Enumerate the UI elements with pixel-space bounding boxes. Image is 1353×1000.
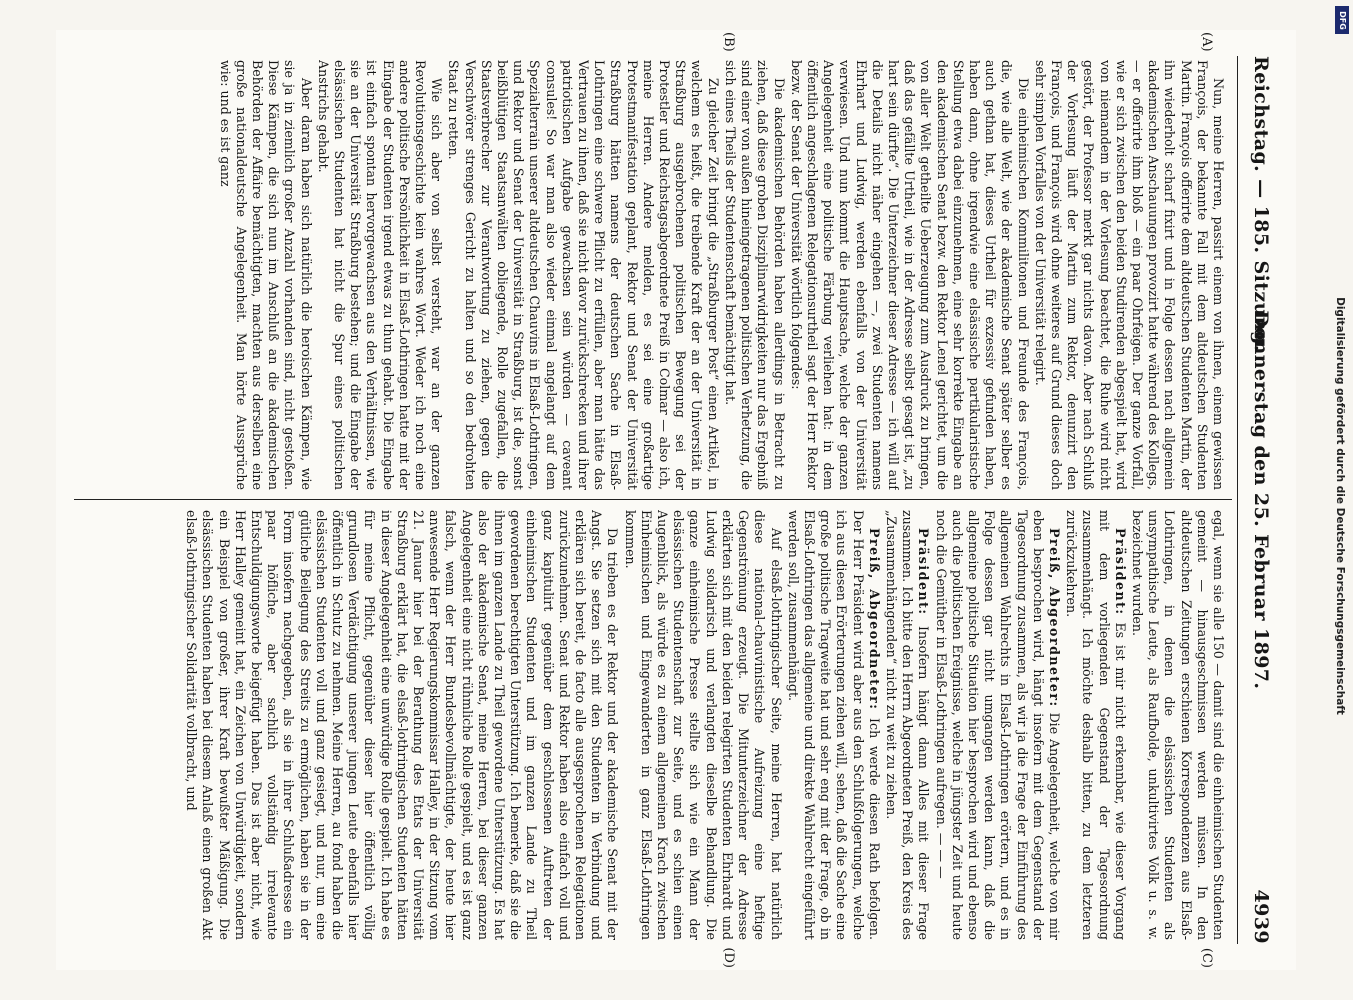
paragraph: Da trieben es der Rektor und der akademische Senat mit der Angst. Sie setzen sich mit den Studenten in Verbindung und erklären sich bereit, de facto alle ausgesprochenen Relegationen zurückzunehmen. Senat und Rektor haben also einfach voll und ganz kapitulirt gegenüber dem geschlossenen Auftreten der einheimischen Studenten und im ganzen Lande zu Theil gewordenen berechtigten Unterstützung. Ich bemerke, daß sie die ihnen im ganzen Lande zu Theil gewordene Unterstützung. Es hat also der akademische Senat, meine Herren, bei dieser ganzen Angelegenheit eine nicht rühmliche Rolle gespielt, und es ist ganz falsch, wenn der Herr Bundesbevollmächtigte, der heute hier anwesende Herr Regierungskommissar Halley, in der Sitzung vom 21. Januar hier bei der Berathung des Etats der Universität Straßburg erklärt hat, die elsaß-lothringischen Studenten hätten in dieser Angelegenheit eine unwürdige Rolle gespielt. Ich habe es für meine Pflicht, gegenüber dieser hier öffentlich völlig grundlosen Verdächtigung unserer jungen Leute ebenfalls hier öffentlich in Schutz zu nehmen. Meine Herren, au fond haben die elsässischen Studenten voll und ganz gesiegt, und nur, um eine gütliche Beilegung des Streits zu ermöglichen, haben sie in der Form insofern nachgegeben, als sie in ihrer Schlußadresse ein paar höfliche, aber sachlich vollständig irrelevante Entschuldigungsworte beigefügt haben. Das ist aber nicht, wie Herr Halley gemeint hat, ein Zeichen von Unwürdigkeit, sondern ein Beispiel von großer, ihrer Kraft bewußter Mäßigung. Die elsässischen Studenten haben bei diesem Anlaß einen großen Akt elsaß-lothringischer Solidarität vollbracht, und [184,510,621,940]
right-column [76,510,1226,940]
paragraph: Auf elsaß-lothringischer Seite, meine Herren, hat natürlich diese national-chauvinistische Aufreizung eine heftige Gegenströmung erzeugt. Die Mitunterzeichner der Adresse erklärten sich mit den beiden relegirten Studenten Ehrhardt und Ludwig solidarisch und verlangten dieselbe Behandlung. Die ganze einheimische Presse stellte sich wie ein Mann der elsässischen Studentenschaft zur Seite, und es schien einen Augenblick, als würde es zu einem allgemeinen Krach zwischen Einheimischen und Eingewanderten in ganz Elsaß-Lothringen kommen. [622,510,784,940]
digitization-credit [1331,4,1349,996]
paragraph: Zu gleicher Zeit bringt die „Straßburger Post“ einen Artikel, in welchem es heißt, die treibende Kraft der an der Universität in Straßburg ausgebrochenen politischen Bewegung sei der Protestler und Reichstagsabgeordnete Preiß in Colmar — also ich, meine Herren. Andere melden, es sei eine großartige Protestmanifestation geplant, Rektor und Senat der Universität Straßburg hätten namens der deutschen Sache in Elsaß-Lothringen eine schwere Pflicht zu erfüllen, aber man hätte das Vertrauen zu ihnen, daß sie nicht davor zurückschrecken und ihrer patriotischen Aufgabe gewachsen sein würden — caveant consules! So war man also wieder einmal angelangt auf dem Spezialterrain unserer altdeutschen Chauvins in Elsaß-Lothringen, und Rektor und Senat der Universität in Straßburg, ist die, sonst beißblütigen Staatsanwälten obliegende, Rolle zugefallen, die Staatsverbrecher zur Verantwortung zu ziehen, gegen die Verschwörer strenges Gericht zu halten und so den bedrohten Staat zu retten. [446,60,721,490]
speaker-name: Präsident: [916,528,932,616]
speaker-name: Preiß, Abgeordneter: [866,528,882,711]
paragraph: Wie sich aber von selbst versteht, war an der ganzen Revolutionsgeschichte kein wahres Wort. Weder ich noch eine andere politische Persönlichkeit in Elsaß-Lothringen hatte mit der Eingabe der Studenten irgend etwas zu thun gehabt. Die Eingabe ist einfach spontan hervorgewachsen aus den Verhältnissen, wie sie an der Universität Straßburg bestehen; und die Eingabe der elsässischen Studenten hat nicht die Spur eines politischen Anstrichs gehabt. [315,60,445,490]
speaker-paragraph: Präsident: Es ist mir nicht erkennbar, wie dieser Vorgang mit dem vorliegenden Gegenstand der Tagesordnung zusammenhängt. Ich möchte deshalb bitten, zu dem letzteren zurückzukehren. [1064,510,1128,940]
header-left: Reichstag. — 185. Sitzung. [1250,56,1272,352]
paragraph: Nun, meine Herren, passirt einem von ihnen, einem gewissen François, der bekannte Fall mit dem altdeutschen Studenten Martin. François offerirte dem altdeutschen Studenten Martin, der ihn wiederholt scharf fixirt und in Folge dessen nach allgemein akademischen Anschauungen provozirt hatte während des Kollegs, — er offerirte ihm bloß — ein paar Ohrfeigen. Der ganze Vorfall, wie er sich zwischen den beiden Studirenden abgespielt hat, wird von niemandem in der Vorlesung beachtet, die Ruhe wird nicht gestört, der Professor merkt gar nichts davon. Aber nach Schluß der Vorlesung läuft der Martin zum Rektor, denunzirt den François, und François wird ohne weiteres auf Grund dieses doch sehr simplen Vorfalles von der Universität relegirt. [1032,60,1226,490]
rotated-document-page [56,30,1296,970]
margin-mark-d: (D) [721,947,736,968]
margin-mark-c: (C) [1199,947,1214,968]
speaker-paragraph: Präsident: Insofern hängt dann Alles mit dieser Frage zusammen. Ich bitte den Herrn Abgeordneten Preiß, den Kreis des „Zusammenhängenden“ nicht zu weit zu ziehen. [883,510,932,940]
page-number: 4939 [1250,889,1272,944]
paragraph: Aber daran haben sich natürlich die heroischen Kämpen, wie sie ja in ziemlich großer Anzahl vorhanden sind, nicht gestoßen. Diese Kämpen, die sich nun im Anschluß an die akademischen Behörden der Affaire bemächtigten, machten aus derselben eine große nationaldeutsche Angelegenheit. Man hörte Aussprüche wie: und es ist ganz [217,60,314,490]
speaker-name: Preiß, Abgeordneter: [1046,528,1062,708]
speaker-paragraph: Preiß, Abgeordneter: Die Angelegenheit, welche von mir eben besprochen wird, hängt insofern mit dem Gegenstand der Tagesordnung zusammen, als wir ja die Frage der Einführung des allgemeinen Wahlrechts in Elsaß-Lothringen erörtern, und es in Folge dessen gar nicht umgangen werden kann, daß die allgemeine politische Situation hier besprochen wird und ebenso auch die politischen Ereignisse, welche in jüngster Zeit und heute noch die Gemüther in Elsaß-Lothringen aufregen. — — — [933,510,1062,940]
quoted-paragraph: Die akademischen Behörden haben allerdings in Betracht zu ziehen, daß diese groben Disziplinarwidrigkeiten nur das Ergebniß sind einer von außen hineingetragenen politischen Verhetzung, die sich eines Theils der Studentenschaft bemächtigt hat. [722,60,787,490]
dfg-logo-text: DFG [1337,10,1347,30]
speaker-name: Präsident: [1112,528,1128,616]
paragraph: egal, wenn sie alle 150 — damit sind die einheimischen Studenten gemeint — hinausgeschmissen werden müssen. In den altdeutschen Zeitungen erschienen Korrespondenzen aus Elsaß-Lothringen, in denen die elsässischen Studenten als unsympathische Leute, als Raufbolde, unkultivirtes Volk u. s. w. bezeichnet wurden. [1129,510,1226,940]
page-header [1237,56,1278,944]
left-column [76,60,1226,490]
dfg-logo [1335,6,1349,34]
column-divider [74,499,1232,500]
margin-mark-b: (B) [721,32,736,52]
speaker-paragraph: Preiß, Abgeordneter: Ich werde diesen Rath befolgen. Der Herr Präsident wird aber aus den Schlußfolgerungen, welche ich aus diesen Erörterungen ziehen will, sehen, daß die Sache eine große politische Tragweite hat und sehr eng mit der Frage, ob in Elsaß-Lothringen das allgemeine und direkte Wahlrecht eingeführt werden soll, zusammenhängt. [785,510,882,940]
credit-text: Digitalisierung gefördert durch die Deutsche Forschungsgemeinschaft [1334,297,1346,715]
header-date: Donnerstag den 25. Februar 1897. [1250,310,1272,690]
margin-mark-a: (A) [1199,32,1214,52]
paragraph: Die einheimischen Kommilitonen und Freunde des François, die, wie alle Welt, wie der akademische Senat später selber es auch gethan hat, dieses Urtheil für exzessiv gefunden haben, haben dann, ohne irgendwie eine elsässische partikularistische Stellung etwa dabei einzunehmen, eine sehr korrekte Eingabe an den akademischen Senat bezw. den Rektor Lenel gerichtet, um die von aller Welt getheilte Ueberzeugung zum Ausdruck zu bringen, daß das gefällte Urtheil, wie in der Adresse selbst gesagt ist, „zu hart sein dürfte“. Die Unterzeichner dieser Adresse — ich will auf die Details nicht näher eingehen —, zwei Studenten namens Ehrhart und Ludwig, werden ebenfalls von der Universität verwiesen. Und nun kommt die Hauptsache, welche der ganzen Angelegenheit eine politische Färbung verliehen hat: in dem öffentlich angeschlagenen Relegationsurtheil sagt der Herr Rektor bezw. der Senat der Universität wörtlich folgendes: [788,60,1031,490]
